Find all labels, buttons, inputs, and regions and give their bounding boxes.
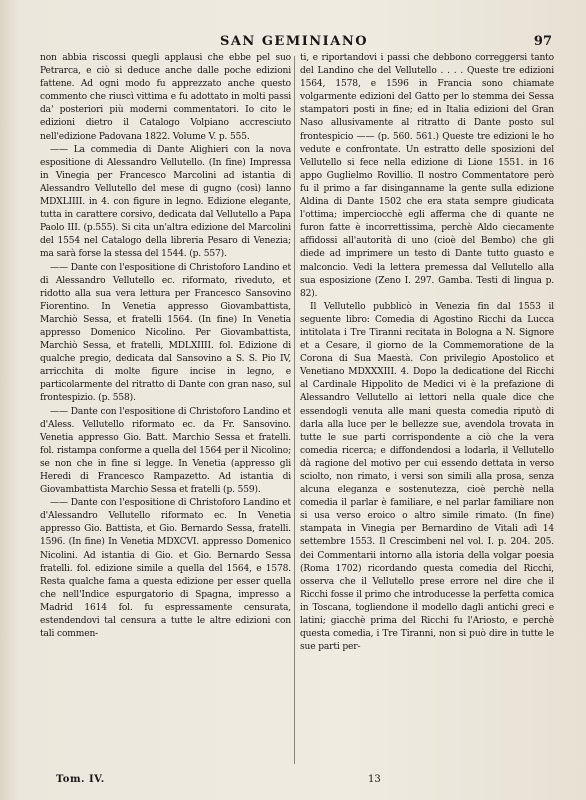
quire-mark: 13	[368, 774, 381, 785]
left-paragraph: —— La commedia di Dante Alighieri con la nova espositione di Alessandro Vellutello. (In fine) Impressa in Vinegia per Francesco Marcolini ad istantia di Alessandro Vellutello del mese di gugno (così) lanno MDXLIIII. in 4. con figure in legno. Edizione elegante, tutta in carattere corsivo, dedicata dal Vellutello a Papa Paolo III. (p.555). Si cita un'altra edizione del Marcolini del 1554 nel Catalogo della libreria Pesaro di Venezia; ma sarà forse la stessa del 1544. (p. 557).	[40, 144, 291, 260]
column-divider	[294, 56, 295, 764]
right-paragraph: ti, e riportandovi i passi che debbono correggersi tanto del Landino che del Vellutello . . . . Queste tre edizioni 1564, 1578, e 1596 in Francia sono chiamate volgarmente edizioni del Gatto per lo stemma dei Sessa stampatori posti in fine; ed in Italia edizioni del Gran Naso allusivamente al ritratto di Dante posto sul frontespicio —— (p. 560. 561.) Queste tre edizioni le ho vedute e confrontate. Un estratto delle sposizioni del Vellutello si fece nella edizione di Lione 1551. in 16 appo Guglielmo Rovillio. Il nostro Commentatore però fu il primo a far disinganname la gente sulla edizione Aldina di Dante 1502 che era stata sempre giudicata l'ottima; imperciocchè egli afferma che di quante ne furon fatte è incorrettissima, perchè Aldo ciecamente affidossi all'autorità di uno (cioè del Bembo) che gli diede ad imprimere un testo di Dante tutto guasto e malconcio. Vedi la lettera premessa dal Vellutello alla sua esposizione (Zeno I. 297. Gamba. Testi di lingua p. 82).	[300, 53, 554, 299]
page-footer	[40, 774, 546, 790]
left-paragraph: —— Dante con l'espositione di Christoforo Landino et di Alessandro Vellutello ec. riformato, riveduto, et ridotto alla sua vera lettura per Francesco Sansovino Fiorentino. In Venetia appresso Giovambattista, Marchiò Sessa, et fratelli 1564. (In fine) In Venetia appresso Domenico Nicolino. Per Giovambattista, Marchiò Sessa, et fratelli, MDLXIIII. fol. Edizione di qualche pregio, dedicata dal Sansovino a S. S. Pio IV, arricchita di molte figure incise in legno, e particolarmente del ritratto di Dante con gran naso, sul frontespizio. (p. 558).	[40, 262, 291, 404]
running-title: SAN GEMINIANO	[219, 34, 369, 49]
page-header	[36, 34, 552, 52]
left-column	[40, 52, 291, 641]
left-paragraph: —— Dante con l'espositione di Christoforo Landino et d'Aless. Vellutello riformato ec. da Fr. Sansovino. Venetia appresso Gio. Batt. Marchio Sessa et fratelli. fol. ristampa conforme a quella del 1564 per il Nicolino; se non che in fine si legge. In Venetia (appresso gli Heredi di Francesco Rampazetto. Ad istantia di Giovambattista Marchio Sessa et fratelli (p. 559).	[40, 406, 291, 496]
right-column	[300, 52, 554, 654]
left-paragraph: —— Dante con l'espositione di Christoforo Landino et d'Alessandro Vellutello riformato ec. In Venetia appresso Gio. Battista, et Gio. Bernardo Sessa, fratelli. 1596. (In fine) In Venetia MDXCVI. appresso Domenico Nicolini. Ad istantia di Gio. et Gio. Bernardo Sessa fratelli. fol. edizione simile a quella del 1564, e 1578. Resta qualche fama a questa edizione per esser quella che nell'Indice espurgatorio di Spagna, impresso a Madrid 1614 fol. fu espressamente censurata, estendendovi tal censura a tutte le altre edizioni con tali commen-	[40, 498, 291, 640]
right-paragraph: Il Vellutello pubblicò in Venezia fin dal 1553 il seguente libro: Comedia di Agostino Ricchi da Lucca intitolata i Tre Tiranni recitata in Bologna a N. Signore et a Cesare, il giorno de la Commemoratione de la Corona di Sua Maestà. Con privilegio Apostolico et Venetiano MDXXXIII. 4. Dopo la dedicatione del Ricchi al Cardinale Hippolito de Medici vi è la prefazione di Alessandro Vellutello ai lettori nella quale dice che essendogli venuta alle mani questa comedia riputò di darla alla luce per le bellezze sue, avendola trovata in tutte le sue parti corrispondente a ciò che la vera comedia ricerca; e diffondendosi a lodarla, il Vellutello dà ragione del motivo per cui essendo dettata in verso sciolto, non rimato, i versi son simili alla prosa, senza alcuna eleganza e sostenutezza, cioè perchè nella comedia il parlar è familiare, e nel parlar familiare non si usa verso eroico o altro simile rimato. (In fine) stampata in Vinegia per Bernardino de Vitali adì 14 settembre 1553. Il Crescimbeni nel vol. I. p. 204. 205. dei Commentarii intorno alla istoria della volgar poesia (Roma 1702) ricordando questa comedia del Ricchi, osserva che il Vellutello prese errore nel dire che il Ricchi fosse il primo che introducesse la perfetta comica in Toscana, togliendone il modello dagli antichi greci e latini; giacchè prima del Ricchi fu l'Ariosto, e perchè questa comedia, i Tre Tiranni, non si può dire in tutte le sue parti per-	[300, 301, 554, 653]
volume-signature: Tom. IV.	[56, 774, 105, 785]
page-number: 97	[533, 34, 552, 49]
left-paragraph: non abbia riscossi quegli applausi che ebbe pel suo Petrarca, e ciò si deduce anche dalle poche edizioni fattene. Ad ogni modo fu apprezzato anche questo commento che riuscì vittima e fu adottato in molti passi da' posteriori più moderni commentatori. Io cito le edizioni dietro il Catalogo Volpiano accresciuto nell'edizione Padovana 1822. Volume V. p. 555.	[40, 53, 291, 142]
